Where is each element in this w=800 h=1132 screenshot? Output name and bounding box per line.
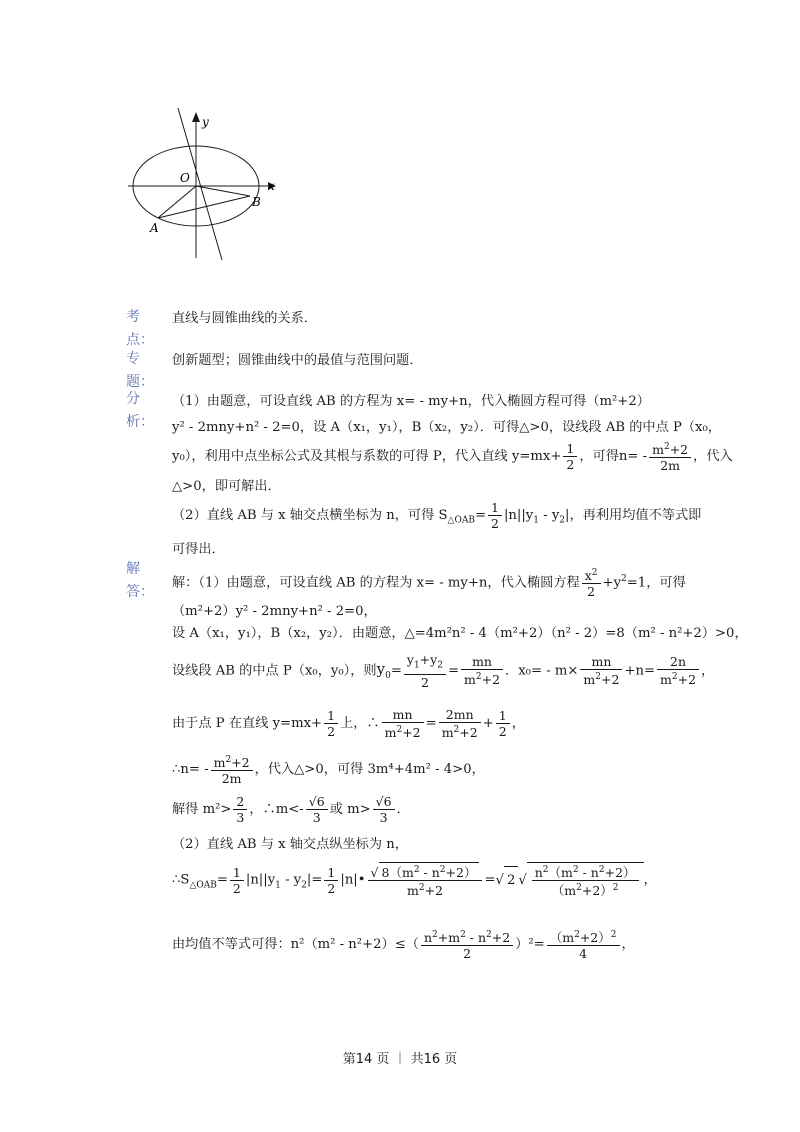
jieda-line-6-part-b: ，代入△>0，可得 3m⁴+4m² - 4>0，: [254, 762, 485, 778]
label-zhuanti: 专题：: [126, 351, 154, 390]
jieda-line-5: 由于点 P 在直线 y=mx+ $\frac{1}{2}$ 上，∴ $\frac{mn}{m^2+2}$ = $\frac{2mn}{m^2+2}$ + $\frac{1}{2}$ ，: [172, 707, 525, 741]
point-b-label: B: [252, 195, 261, 209]
page-footer: 第14 页 ｜ 共16 页: [342, 1052, 458, 1067]
label-jieda: 解答：: [126, 561, 154, 600]
fenxi-line-5-part-a: （2）直线 AB 与 x 轴交点横坐标为 n，可得 S: [172, 508, 448, 523]
fenxi-line-5-part-b: ，再利用均值不等式即: [569, 508, 702, 523]
fenxi-line-4: △>0，即可解出．: [172, 479, 281, 494]
zhuanti-text: 创新题型；圆锥曲线中的最值与范围问题．: [172, 353, 423, 368]
fenxi-line-2: y² - 2mny+n² - 2=0，设 A（x₁，y₁），B（x₂，y₂）．可得△>0，设线段 AB 的中点 P（x₀，: [172, 420, 721, 435]
fraction-n-expression: $\frac{m^2+2}{2m}$: [649, 440, 691, 473]
jieda-line-10-part-b: ）²=: [515, 937, 545, 953]
axis-label-y: y: [202, 115, 209, 129]
jieda-line-6-part-a: ∴n= -: [172, 762, 209, 778]
label-fenxi: 分析：: [126, 391, 154, 430]
jieda-line-7-part-c: 或 m>: [329, 802, 371, 817]
axis-label-x: x: [268, 179, 275, 193]
jieda-line-1: 解：（1）由题意，可设直线 AB 的方程为 x= - my+n，代入椭圆方程 $\frac{x^2}{2}$ $+y^2=1$，可得: [172, 568, 686, 600]
jieda-line-3: 设 A（x₁，y₁），B（x₂，y₂）．由题意，△=4m²n² - 4（m²+2）（n² - 2）=8（m² - n²+2）>0，: [172, 626, 748, 641]
jieda-line-10-part-a: 由均值不等式可得：n²（m² - n²+2）≤（: [172, 937, 419, 953]
point-a-label: A: [150, 221, 159, 235]
jieda-line-1-part-b: ，可得: [646, 575, 686, 591]
jieda-line-2: （m²+2）y² - 2mny+n² - 2=0，: [172, 604, 377, 619]
y-axis-arrow-icon: [192, 112, 200, 122]
jieda-line-1-part-a: 解：（1）由题意，可设直线 AB 的方程为 x= - my+n，代入椭圆方程: [172, 575, 580, 591]
segment-ob: [196, 186, 250, 196]
jieda-line-9: $\therefore S_{\triangle OAB}=$ $\frac{1}{2}$ $|n||y_1 - y_2|=$ $\frac{1}{2}$ |n|• $\frac{√ 8(m^2 - n^2+2)}{m^2+2}$ =√ 2 √ $\frac{n^2(m^2 - n^2+2)}{(m^2+2)^2}$ ，: [172, 862, 657, 899]
fenxi-line-3-part-c: ，代入: [693, 449, 733, 465]
label-kaodian: 考点：: [126, 309, 154, 348]
fenxi-line-6: 可得出．: [172, 542, 225, 557]
jieda-line-10: 由均值不等式可得：n²（m² - n²+2）≤（ $\frac{n^2+m^2 - n^2+2}{2}$ ）²= $\frac{(m^2+2)^2}{4}$ ，: [172, 930, 635, 962]
fenxi-line-5: （2）直线 AB 与 x 轴交点横坐标为 n，可得 $S_{\triangle OAB}=$ $\frac{1}{2}$ $|n||y_1 - y_2|$，再利用均值不等式即: [172, 500, 702, 531]
jieda-line-4-part-b: x₀= - m×: [518, 663, 579, 679]
jieda-line-9-part-a: ∴S: [172, 872, 190, 888]
origin-label: O: [180, 171, 190, 185]
jieda-line-4: 设线段 AB 的中点 P（x₀，y₀），则$y_0=$ $\frac{y_1+y_2}{2}$ = $\frac{mn}{m^2+2}$ ．x₀= - m× $\frac{mn}{m^2+2}$ +n= $\frac{2n}{m^2+2}$ ，: [172, 652, 715, 690]
kaodian-text: 直线与圆锥曲线的关系．: [172, 311, 318, 326]
jieda-line-7-part-a: 解得 m²>: [172, 802, 232, 817]
ellipse-figure: [120, 108, 290, 263]
fenxi-line-3-part-a: y₀），利用中点坐标公式及其根与系数的可得 P，代入直线 y=mx+: [172, 449, 562, 465]
fenxi-line-3: y₀），利用中点坐标公式及其根与系数的可得 P，代入直线 y=mx+ $\frac{1}{2}$ ，可得n= - $\frac{m^2+2}{2m}$ ，代入: [172, 441, 733, 474]
jieda-line-6: ∴n= - $\frac{m^2+2}{2m}$ ，代入△>0，可得 3m⁴+4m² - 4>0，: [172, 755, 485, 787]
jieda-line-8: （2）直线 AB 与 x 轴交点纵坐标为 n，: [172, 837, 408, 852]
fenxi-line-1: （1）由题意，可设直线 AB 的方程为 x= - my+n，代入椭圆方程可得（m²+2）: [172, 394, 650, 409]
fenxi-line-3-part-b: ，可得: [579, 449, 619, 465]
jieda-line-5-part-a: 由于点 P 在直线 y=mx+: [172, 716, 323, 732]
fraction-one-half: $\frac{1}{2}$: [563, 441, 577, 472]
jieda-line-5-part-b: 上，∴: [340, 716, 380, 732]
jieda-line-4-part-a: 设线段 AB 的中点 P（x₀，y₀），则: [172, 663, 377, 679]
jieda-line-7: 解得 m²> $\frac{2}{3}$ ，∴m<- $\frac{√6}{3}$ 或 m> $\frac{√6}{3}$ ．: [172, 794, 410, 825]
jieda-line-7-part-b: ，∴m<-: [249, 802, 304, 817]
